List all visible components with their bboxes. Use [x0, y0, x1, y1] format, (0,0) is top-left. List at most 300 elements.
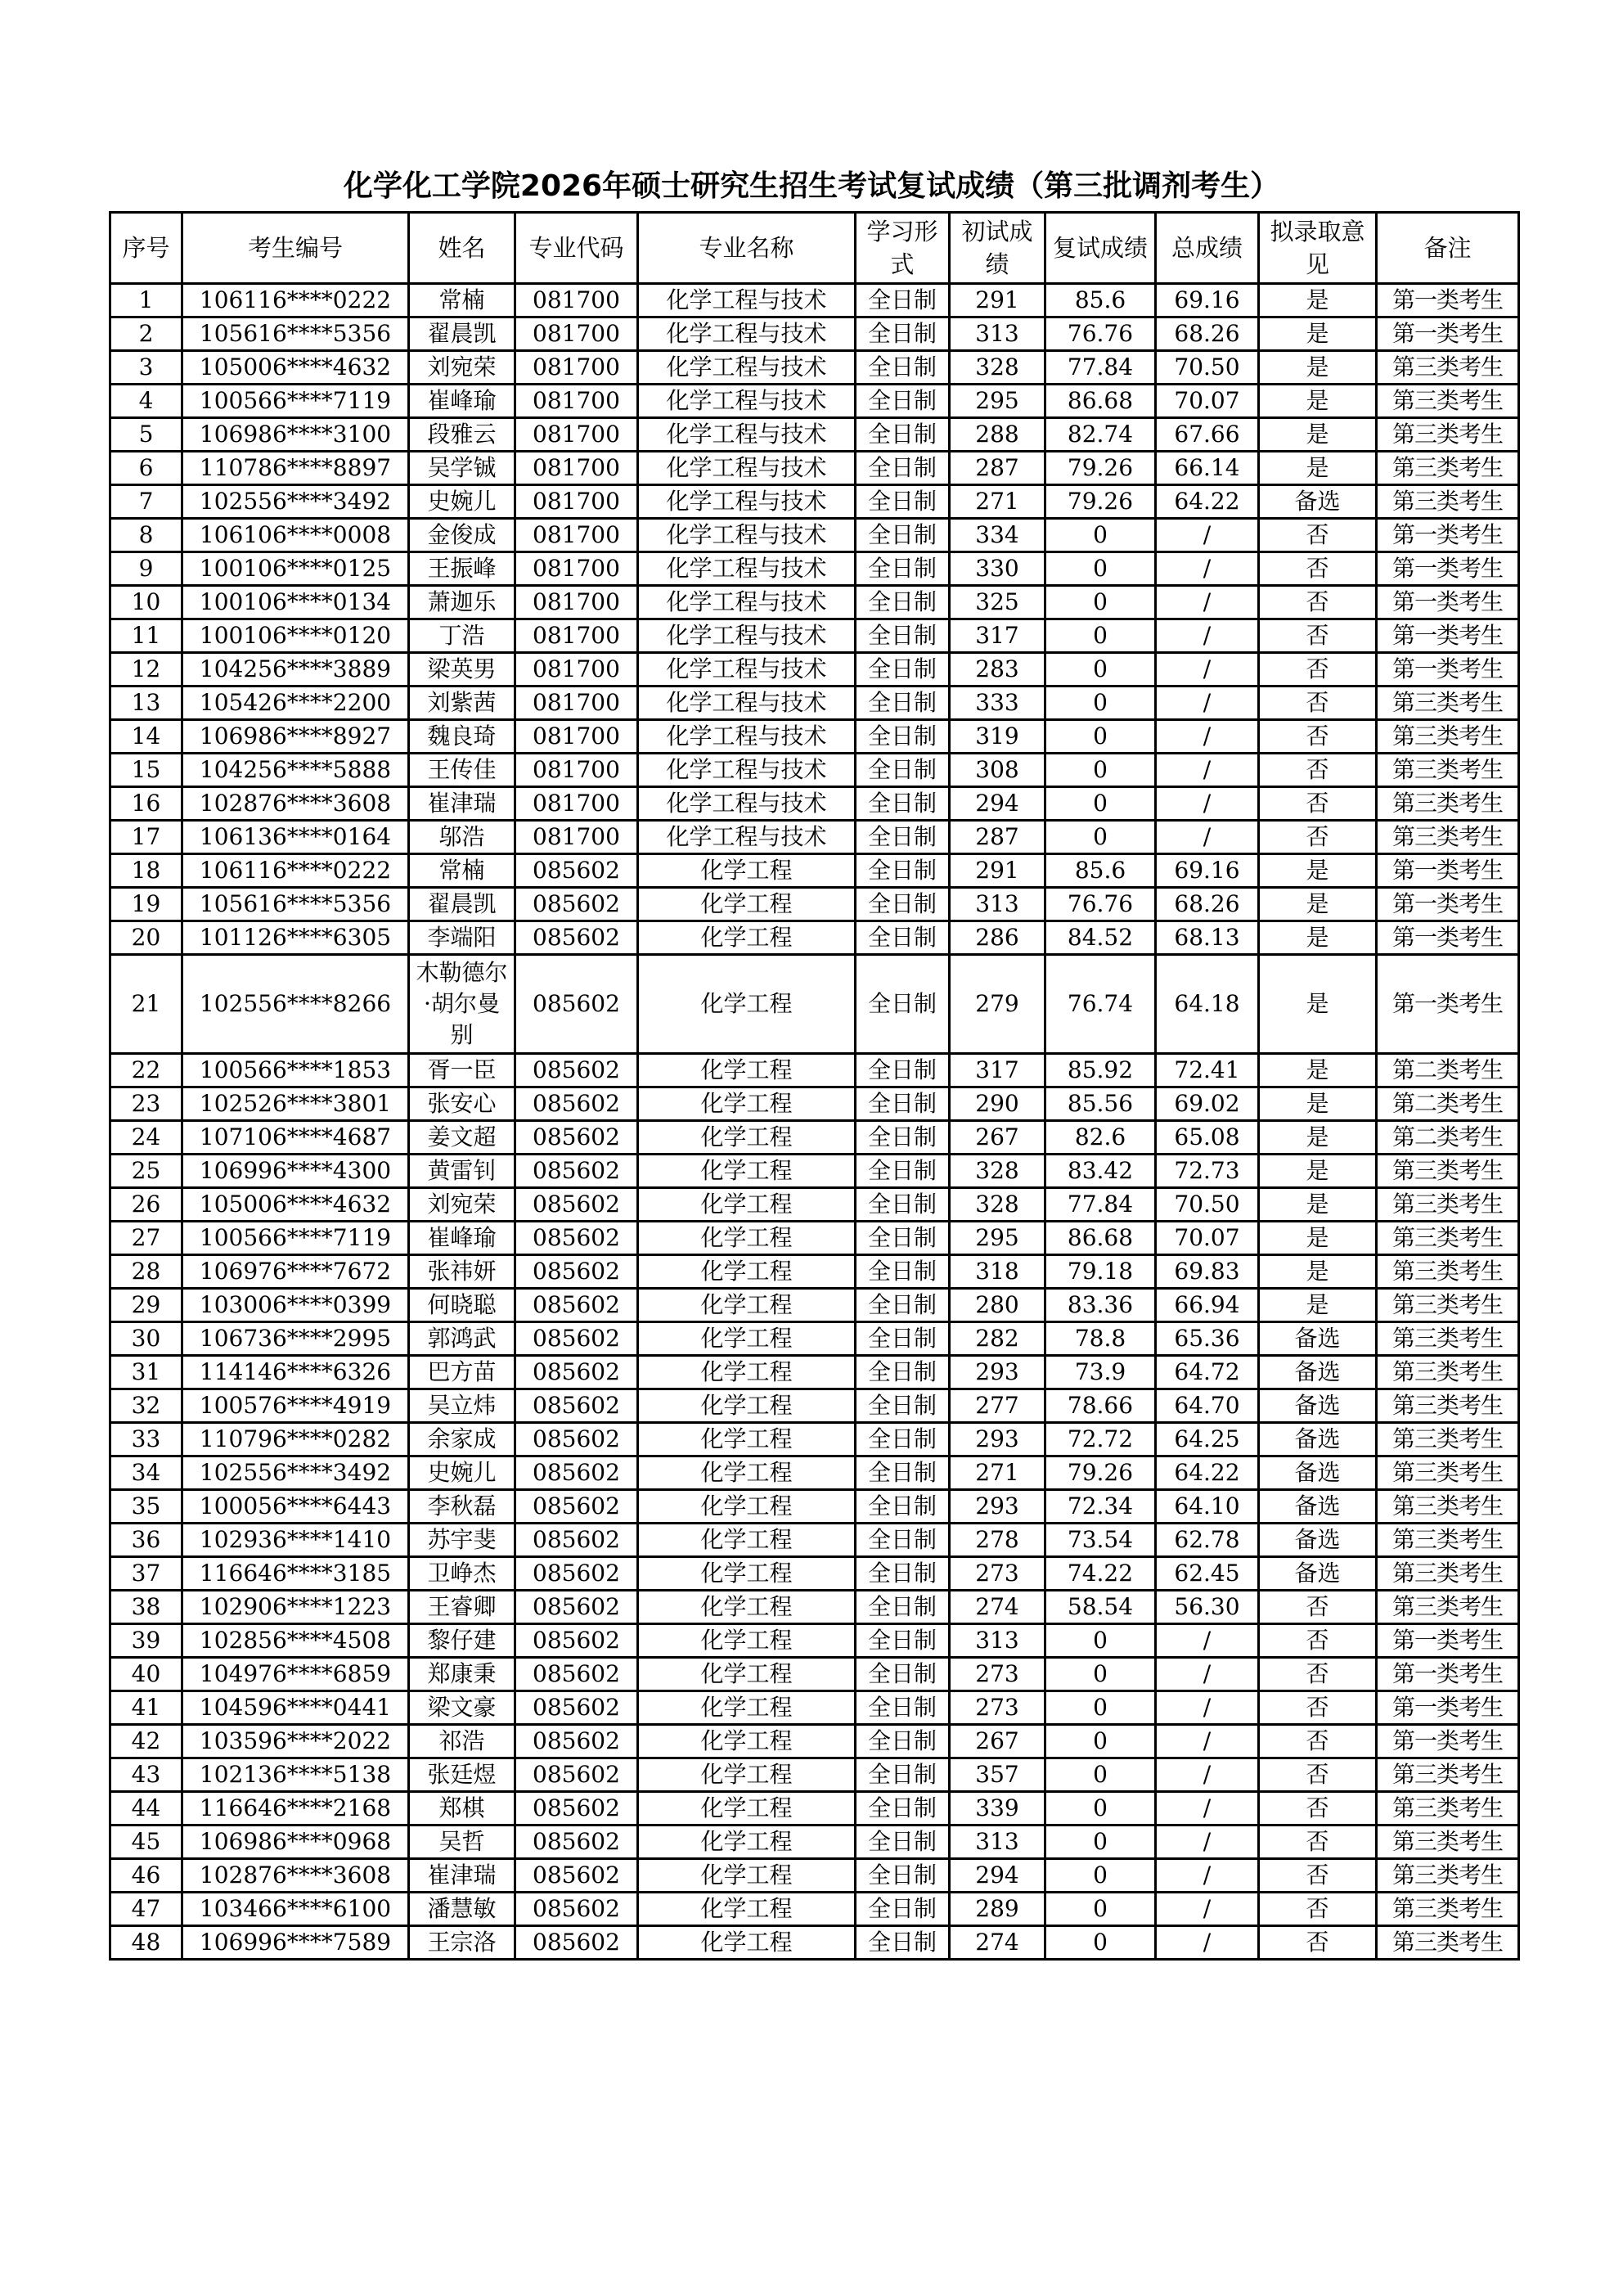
cell-major-name: 化学工程 [638, 1087, 856, 1121]
table-row [110, 1658, 1519, 1691]
cell-exam-id: 102556****3492 [182, 485, 409, 519]
cell-remark: 第一类考生 [1377, 519, 1519, 552]
cell-remark: 第三类考生 [1377, 1389, 1519, 1423]
cell-name: 金俊成 [409, 519, 515, 552]
cell-study-mode: 全日制 [856, 921, 950, 955]
cell-major-code: 085602 [515, 1591, 638, 1624]
cell-remark: 第三类考生 [1377, 1490, 1519, 1524]
cell-seq: 36 [110, 1524, 182, 1557]
header-prelim-score: 初试成绩 [950, 213, 1045, 284]
cell-retest-score: 0 [1045, 1658, 1156, 1691]
cell-retest-score: 85.92 [1045, 1054, 1156, 1087]
table-row [110, 754, 1519, 787]
cell-major-code: 085602 [515, 921, 638, 955]
cell-prelim-score: 273 [950, 1557, 1045, 1591]
cell-total-score: 56.30 [1156, 1591, 1259, 1624]
cell-major-code: 081700 [515, 418, 638, 452]
cell-name: 王宗洛 [409, 1926, 515, 1960]
cell-major-code: 081700 [515, 452, 638, 485]
cell-admission-opinion: 备选 [1259, 1557, 1377, 1591]
table-row [110, 687, 1519, 720]
cell-admission-opinion: 是 [1259, 1054, 1377, 1087]
cell-seq: 10 [110, 586, 182, 619]
cell-total-score: / [1156, 1725, 1259, 1758]
table-row [110, 1423, 1519, 1456]
cell-exam-id: 102526****3801 [182, 1087, 409, 1121]
cell-prelim-score: 313 [950, 1826, 1045, 1859]
cell-major-name: 化学工程 [638, 1255, 856, 1289]
cell-major-name: 化学工程与技术 [638, 485, 856, 519]
cell-total-score: 64.25 [1156, 1423, 1259, 1456]
cell-name: 苏宇斐 [409, 1524, 515, 1557]
table-row [110, 1121, 1519, 1155]
cell-admission-opinion: 是 [1259, 1188, 1377, 1222]
cell-retest-score: 73.54 [1045, 1524, 1156, 1557]
cell-prelim-score: 313 [950, 888, 1045, 921]
cell-total-score: / [1156, 821, 1259, 854]
cell-remark: 第三类考生 [1377, 385, 1519, 418]
table-row [110, 888, 1519, 921]
cell-name: 梁英男 [409, 653, 515, 687]
cell-exam-id: 106996****7589 [182, 1926, 409, 1960]
cell-major-name: 化学工程与技术 [638, 351, 856, 385]
cell-exam-id: 102556****8266 [182, 955, 409, 1054]
cell-retest-score: 0 [1045, 1859, 1156, 1893]
cell-admission-opinion: 是 [1259, 1087, 1377, 1121]
cell-remark: 第二类考生 [1377, 1121, 1519, 1155]
cell-retest-score: 72.72 [1045, 1423, 1156, 1456]
cell-admission-opinion: 否 [1259, 586, 1377, 619]
cell-admission-opinion: 否 [1259, 619, 1377, 653]
cell-study-mode: 全日制 [856, 385, 950, 418]
cell-major-name: 化学工程与技术 [638, 787, 856, 821]
cell-name: 潘慧敏 [409, 1893, 515, 1926]
cell-admission-opinion: 备选 [1259, 485, 1377, 519]
cell-major-code: 085602 [515, 1658, 638, 1691]
cell-retest-score: 73.9 [1045, 1356, 1156, 1389]
table-row [110, 385, 1519, 418]
cell-study-mode: 全日制 [856, 418, 950, 452]
cell-study-mode: 全日制 [856, 1155, 950, 1188]
cell-exam-id: 106986****3100 [182, 418, 409, 452]
cell-retest-score: 0 [1045, 1624, 1156, 1658]
cell-prelim-score: 289 [950, 1893, 1045, 1926]
cell-admission-opinion: 是 [1259, 1222, 1377, 1255]
cell-total-score: / [1156, 787, 1259, 821]
cell-major-name: 化学工程 [638, 1893, 856, 1926]
cell-seq: 46 [110, 1859, 182, 1893]
cell-study-mode: 全日制 [856, 1087, 950, 1121]
cell-exam-id: 105616****5356 [182, 888, 409, 921]
cell-remark: 第三类考生 [1377, 1255, 1519, 1289]
cell-total-score: 69.83 [1156, 1255, 1259, 1289]
cell-study-mode: 全日制 [856, 1893, 950, 1926]
cell-exam-id: 105006****4632 [182, 1188, 409, 1222]
cell-seq: 5 [110, 418, 182, 452]
cell-total-score: 65.08 [1156, 1121, 1259, 1155]
cell-admission-opinion: 是 [1259, 418, 1377, 452]
cell-admission-opinion: 否 [1259, 1658, 1377, 1691]
cell-study-mode: 全日制 [856, 888, 950, 921]
cell-study-mode: 全日制 [856, 619, 950, 653]
cell-name: 段雅云 [409, 418, 515, 452]
cell-exam-id: 107106****4687 [182, 1121, 409, 1155]
cell-seq: 32 [110, 1389, 182, 1423]
cell-name: 常楠 [409, 854, 515, 888]
table-row [110, 1188, 1519, 1222]
table-row [110, 1859, 1519, 1893]
cell-major-code: 085602 [515, 1792, 638, 1826]
cell-retest-score: 76.76 [1045, 888, 1156, 921]
cell-exam-id: 105426****2200 [182, 687, 409, 720]
cell-prelim-score: 317 [950, 619, 1045, 653]
cell-major-name: 化学工程 [638, 1322, 856, 1356]
cell-major-code: 085602 [515, 1054, 638, 1087]
cell-prelim-score: 274 [950, 1926, 1045, 1960]
cell-retest-score: 85.56 [1045, 1087, 1156, 1121]
cell-total-score: 64.70 [1156, 1389, 1259, 1423]
cell-total-score: / [1156, 1758, 1259, 1792]
cell-name: 翟晨凯 [409, 317, 515, 351]
cell-seq: 28 [110, 1255, 182, 1289]
cell-total-score: / [1156, 653, 1259, 687]
cell-prelim-score: 334 [950, 519, 1045, 552]
cell-admission-opinion: 否 [1259, 1591, 1377, 1624]
cell-admission-opinion: 是 [1259, 854, 1377, 888]
table-row [110, 317, 1519, 351]
cell-remark: 第二类考生 [1377, 1054, 1519, 1087]
cell-major-name: 化学工程与技术 [638, 418, 856, 452]
cell-remark: 第三类考生 [1377, 1456, 1519, 1490]
cell-study-mode: 全日制 [856, 1322, 950, 1356]
cell-major-name: 化学工程 [638, 1758, 856, 1792]
table-body [110, 284, 1519, 1960]
cell-study-mode: 全日制 [856, 586, 950, 619]
cell-major-code: 085602 [515, 1289, 638, 1322]
cell-name: 王振峰 [409, 552, 515, 586]
cell-retest-score: 82.6 [1045, 1121, 1156, 1155]
cell-major-name: 化学工程 [638, 1222, 856, 1255]
cell-retest-score: 78.8 [1045, 1322, 1156, 1356]
cell-prelim-score: 267 [950, 1725, 1045, 1758]
cell-prelim-score: 319 [950, 720, 1045, 754]
cell-retest-score: 86.68 [1045, 1222, 1156, 1255]
cell-name: 吴学铖 [409, 452, 515, 485]
cell-name: 刘宛荣 [409, 351, 515, 385]
cell-seq: 26 [110, 1188, 182, 1222]
table-row [110, 1557, 1519, 1591]
cell-name: 黎仔建 [409, 1624, 515, 1658]
cell-admission-opinion: 否 [1259, 1826, 1377, 1859]
cell-major-code: 081700 [515, 351, 638, 385]
cell-retest-score: 76.76 [1045, 317, 1156, 351]
cell-major-name: 化学工程 [638, 1155, 856, 1188]
cell-prelim-score: 339 [950, 1792, 1045, 1826]
cell-seq: 30 [110, 1322, 182, 1356]
table-row [110, 921, 1519, 955]
cell-total-score: / [1156, 1893, 1259, 1926]
cell-admission-opinion: 是 [1259, 1121, 1377, 1155]
cell-name: 崔峰瑜 [409, 385, 515, 418]
cell-total-score: 68.13 [1156, 921, 1259, 955]
cell-major-code: 081700 [515, 284, 638, 317]
cell-prelim-score: 357 [950, 1758, 1045, 1792]
grades-table [109, 211, 1520, 1961]
cell-study-mode: 全日制 [856, 653, 950, 687]
cell-remark: 第一类考生 [1377, 1725, 1519, 1758]
header-total-score: 总成绩 [1156, 213, 1259, 284]
cell-exam-id: 100566****7119 [182, 385, 409, 418]
cell-prelim-score: 313 [950, 317, 1045, 351]
cell-retest-score: 58.54 [1045, 1591, 1156, 1624]
cell-study-mode: 全日制 [856, 955, 950, 1054]
cell-major-name: 化学工程 [638, 1289, 856, 1322]
cell-major-code: 081700 [515, 552, 638, 586]
cell-prelim-score: 328 [950, 1155, 1045, 1188]
cell-prelim-score: 273 [950, 1691, 1045, 1725]
table-row [110, 955, 1519, 1054]
cell-study-mode: 全日制 [856, 687, 950, 720]
cell-prelim-score: 291 [950, 284, 1045, 317]
cell-name: 王睿卿 [409, 1591, 515, 1624]
cell-seq: 7 [110, 485, 182, 519]
cell-major-code: 085602 [515, 1926, 638, 1960]
cell-remark: 第三类考生 [1377, 1222, 1519, 1255]
cell-exam-id: 100566****1853 [182, 1054, 409, 1087]
cell-remark: 第三类考生 [1377, 1591, 1519, 1624]
cell-major-code: 085602 [515, 1423, 638, 1456]
cell-remark: 第三类考生 [1377, 754, 1519, 787]
cell-total-score: / [1156, 552, 1259, 586]
cell-seq: 21 [110, 955, 182, 1054]
cell-major-code: 085602 [515, 1859, 638, 1893]
cell-admission-opinion: 备选 [1259, 1322, 1377, 1356]
cell-total-score: 69.16 [1156, 284, 1259, 317]
cell-major-name: 化学工程与技术 [638, 385, 856, 418]
cell-admission-opinion: 是 [1259, 1155, 1377, 1188]
cell-admission-opinion: 否 [1259, 1725, 1377, 1758]
cell-retest-score: 79.26 [1045, 452, 1156, 485]
cell-prelim-score: 295 [950, 1222, 1045, 1255]
cell-major-code: 085602 [515, 1725, 638, 1758]
table-row [110, 418, 1519, 452]
cell-major-name: 化学工程 [638, 1691, 856, 1725]
cell-total-score: 65.36 [1156, 1322, 1259, 1356]
cell-total-score: 62.45 [1156, 1557, 1259, 1591]
cell-major-name: 化学工程 [638, 1725, 856, 1758]
cell-name: 常楠 [409, 284, 515, 317]
cell-major-code: 081700 [515, 687, 638, 720]
cell-admission-opinion: 是 [1259, 385, 1377, 418]
cell-seq: 44 [110, 1792, 182, 1826]
cell-total-score: 70.07 [1156, 1222, 1259, 1255]
cell-total-score: 70.50 [1156, 1188, 1259, 1222]
cell-name: 巴方苗 [409, 1356, 515, 1389]
cell-prelim-score: 282 [950, 1322, 1045, 1356]
cell-total-score: 72.41 [1156, 1054, 1259, 1087]
table-row [110, 586, 1519, 619]
table-row [110, 1624, 1519, 1658]
cell-major-code: 081700 [515, 720, 638, 754]
cell-study-mode: 全日制 [856, 1456, 950, 1490]
cell-retest-score: 0 [1045, 552, 1156, 586]
cell-major-name: 化学工程 [638, 1792, 856, 1826]
cell-admission-opinion: 否 [1259, 1758, 1377, 1792]
cell-seq: 15 [110, 754, 182, 787]
cell-exam-id: 104256****5888 [182, 754, 409, 787]
cell-major-code: 081700 [515, 485, 638, 519]
cell-exam-id: 102136****5138 [182, 1758, 409, 1792]
cell-retest-score: 0 [1045, 1792, 1156, 1826]
cell-study-mode: 全日制 [856, 552, 950, 586]
cell-exam-id: 106106****0008 [182, 519, 409, 552]
cell-major-name: 化学工程与技术 [638, 720, 856, 754]
cell-major-code: 085602 [515, 955, 638, 1054]
cell-study-mode: 全日制 [856, 1826, 950, 1859]
table-row [110, 1792, 1519, 1826]
cell-study-mode: 全日制 [856, 1591, 950, 1624]
cell-name: 卫峥杰 [409, 1557, 515, 1591]
cell-major-name: 化学工程 [638, 1859, 856, 1893]
cell-remark: 第三类考生 [1377, 351, 1519, 385]
cell-major-name: 化学工程 [638, 854, 856, 888]
cell-total-score: 64.22 [1156, 1456, 1259, 1490]
cell-study-mode: 全日制 [856, 1222, 950, 1255]
cell-major-name: 化学工程 [638, 1356, 856, 1389]
cell-exam-id: 106116****0222 [182, 284, 409, 317]
cell-retest-score: 0 [1045, 1926, 1156, 1960]
cell-admission-opinion: 备选 [1259, 1423, 1377, 1456]
cell-seq: 1 [110, 284, 182, 317]
cell-study-mode: 全日制 [856, 1557, 950, 1591]
cell-major-code: 085602 [515, 854, 638, 888]
cell-admission-opinion: 否 [1259, 787, 1377, 821]
cell-name: 魏良琦 [409, 720, 515, 754]
cell-major-name: 化学工程 [638, 955, 856, 1054]
cell-remark: 第三类考生 [1377, 1557, 1519, 1591]
cell-retest-score: 84.52 [1045, 921, 1156, 955]
cell-major-code: 085602 [515, 1490, 638, 1524]
table-row [110, 519, 1519, 552]
cell-retest-score: 0 [1045, 787, 1156, 821]
cell-retest-score: 79.18 [1045, 1255, 1156, 1289]
cell-remark: 第三类考生 [1377, 1792, 1519, 1826]
cell-seq: 2 [110, 317, 182, 351]
cell-admission-opinion: 备选 [1259, 1456, 1377, 1490]
cell-retest-score: 0 [1045, 586, 1156, 619]
cell-admission-opinion: 否 [1259, 1624, 1377, 1658]
cell-remark: 第三类考生 [1377, 1423, 1519, 1456]
cell-total-score: 68.26 [1156, 317, 1259, 351]
cell-prelim-score: 333 [950, 687, 1045, 720]
cell-remark: 第一类考生 [1377, 552, 1519, 586]
cell-prelim-score: 283 [950, 653, 1045, 687]
cell-exam-id: 100056****6443 [182, 1490, 409, 1524]
cell-study-mode: 全日制 [856, 452, 950, 485]
cell-retest-score: 85.6 [1045, 284, 1156, 317]
cell-remark: 第三类考生 [1377, 1356, 1519, 1389]
cell-name: 胥一臣 [409, 1054, 515, 1087]
table-row [110, 1456, 1519, 1490]
cell-retest-score: 0 [1045, 1826, 1156, 1859]
cell-exam-id: 106116****0222 [182, 854, 409, 888]
cell-total-score: / [1156, 1658, 1259, 1691]
cell-study-mode: 全日制 [856, 284, 950, 317]
cell-remark: 第三类考生 [1377, 1893, 1519, 1926]
cell-retest-score: 83.42 [1045, 1155, 1156, 1188]
cell-total-score: 64.72 [1156, 1356, 1259, 1389]
cell-admission-opinion: 备选 [1259, 1356, 1377, 1389]
cell-exam-id: 103596****2022 [182, 1725, 409, 1758]
cell-remark: 第三类考生 [1377, 1826, 1519, 1859]
cell-name: 木勒德尔·胡尔曼别 [409, 955, 515, 1054]
cell-total-score: 66.94 [1156, 1289, 1259, 1322]
cell-prelim-score: 295 [950, 385, 1045, 418]
table-row [110, 485, 1519, 519]
table-row [110, 653, 1519, 687]
cell-major-code: 085602 [515, 1826, 638, 1859]
cell-exam-id: 100106****0125 [182, 552, 409, 586]
table-row [110, 1725, 1519, 1758]
cell-seq: 43 [110, 1758, 182, 1792]
cell-total-score: / [1156, 619, 1259, 653]
table-row [110, 1591, 1519, 1624]
cell-exam-id: 106996****4300 [182, 1155, 409, 1188]
document-title: 化学化工学院2026年硕士研究生招生考试复试成绩（第三批调剂考生） [343, 169, 1280, 203]
cell-remark: 第三类考生 [1377, 1758, 1519, 1792]
cell-total-score: / [1156, 1792, 1259, 1826]
header-major-code: 专业代码 [515, 213, 638, 284]
cell-major-code: 085602 [515, 1456, 638, 1490]
cell-retest-score: 72.34 [1045, 1490, 1156, 1524]
cell-exam-id: 104596****0441 [182, 1691, 409, 1725]
cell-seq: 23 [110, 1087, 182, 1121]
cell-exam-id: 105616****5356 [182, 317, 409, 351]
cell-major-name: 化学工程 [638, 1826, 856, 1859]
cell-total-score: / [1156, 1859, 1259, 1893]
cell-prelim-score: 287 [950, 452, 1045, 485]
cell-remark: 第一类考生 [1377, 955, 1519, 1054]
table-row [110, 854, 1519, 888]
cell-total-score: / [1156, 720, 1259, 754]
cell-total-score: 66.14 [1156, 452, 1259, 485]
cell-seq: 6 [110, 452, 182, 485]
cell-total-score: 70.07 [1156, 385, 1259, 418]
cell-study-mode: 全日制 [856, 1691, 950, 1725]
cell-total-score: 67.66 [1156, 418, 1259, 452]
cell-exam-id: 106986****8927 [182, 720, 409, 754]
header-major-name: 专业名称 [638, 213, 856, 284]
cell-exam-id: 103006****0399 [182, 1289, 409, 1322]
cell-name: 邬浩 [409, 821, 515, 854]
cell-remark: 第一类考生 [1377, 317, 1519, 351]
cell-remark: 第三类考生 [1377, 418, 1519, 452]
cell-retest-score: 85.6 [1045, 854, 1156, 888]
cell-name: 王传佳 [409, 754, 515, 787]
cell-remark: 第一类考生 [1377, 1691, 1519, 1725]
cell-remark: 第三类考生 [1377, 787, 1519, 821]
table-row [110, 1222, 1519, 1255]
cell-admission-opinion: 否 [1259, 1893, 1377, 1926]
cell-major-code: 085602 [515, 1188, 638, 1222]
cell-admission-opinion: 否 [1259, 720, 1377, 754]
cell-remark: 第二类考生 [1377, 1087, 1519, 1121]
cell-exam-id: 106976****7672 [182, 1255, 409, 1289]
cell-retest-score: 0 [1045, 1691, 1156, 1725]
cell-major-code: 085602 [515, 1121, 638, 1155]
cell-seq: 47 [110, 1893, 182, 1926]
cell-prelim-score: 280 [950, 1289, 1045, 1322]
